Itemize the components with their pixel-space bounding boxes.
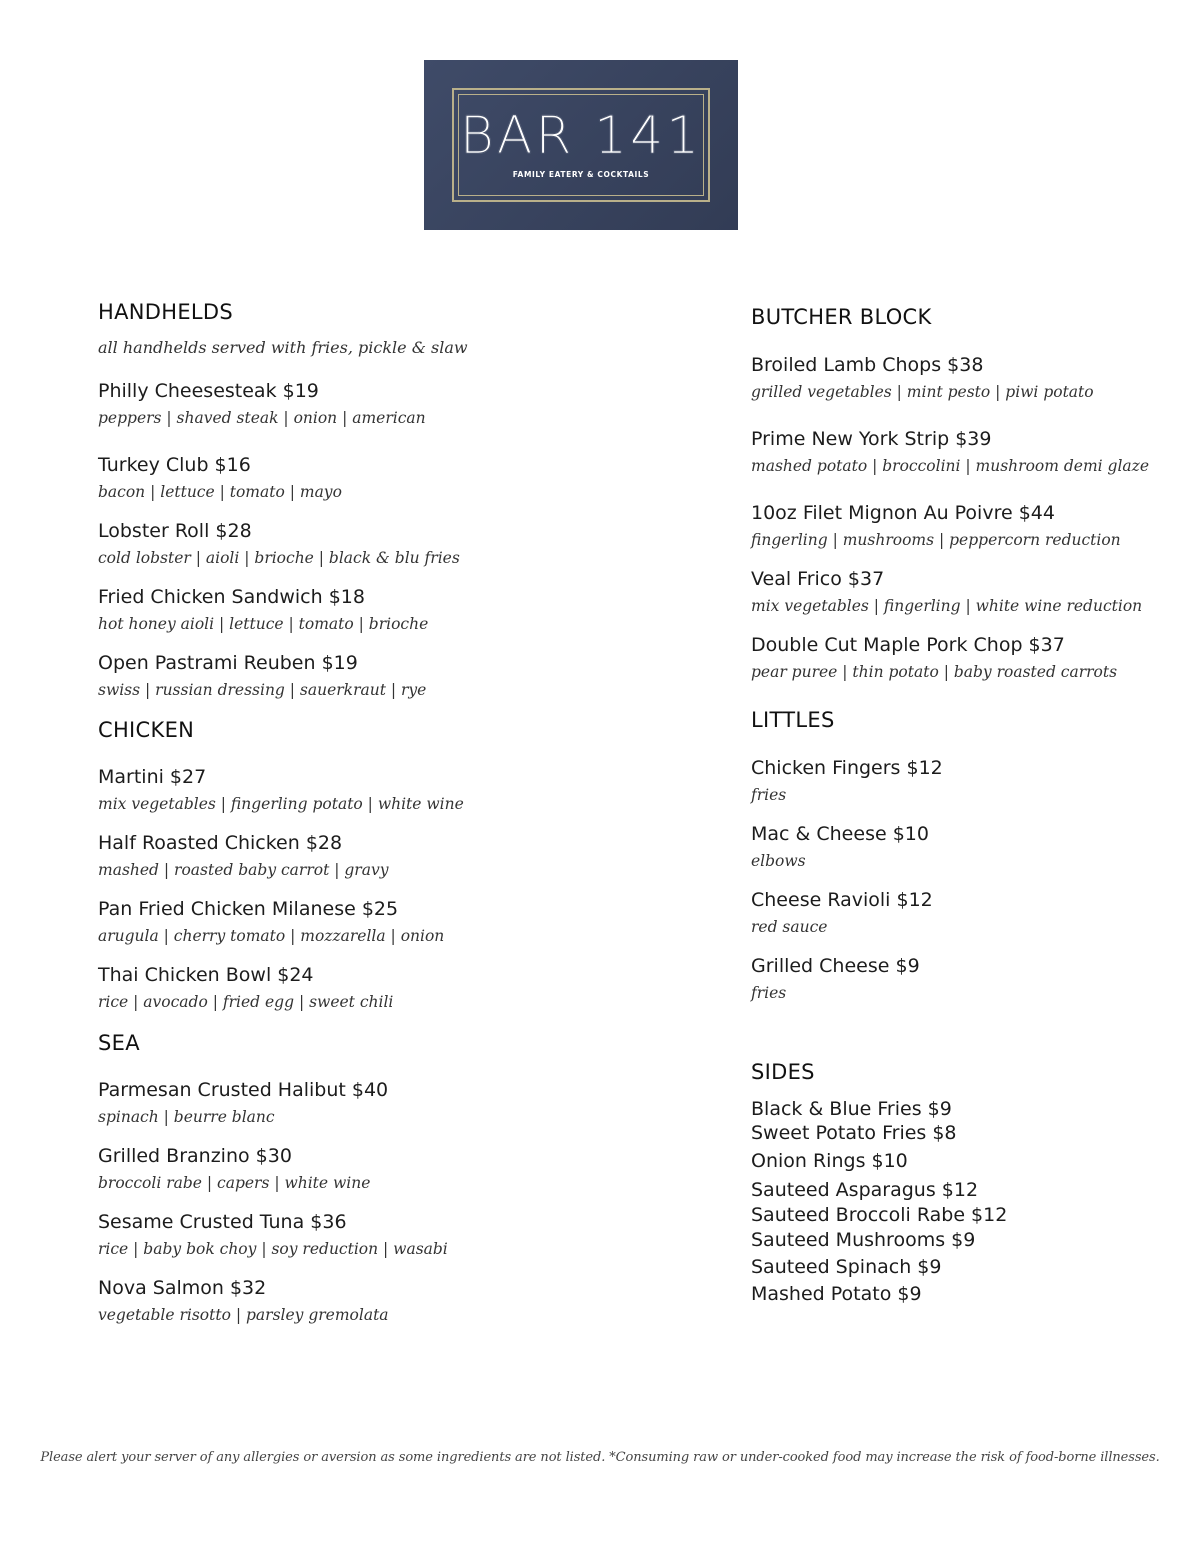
menu-item bbox=[98, 1277, 389, 1325]
item-name: Open Pastrami Reuben $19 bbox=[98, 652, 358, 674]
item-name: Half Roasted Chicken $28 bbox=[98, 832, 343, 854]
item-name: Mac & Cheese $10 bbox=[751, 823, 929, 845]
item-description: spinach | beurre blanc bbox=[98, 1108, 275, 1126]
item-description: peppers | shaved steak | onion | american bbox=[98, 409, 426, 427]
item-description: bacon | lettuce | tomato | mayo bbox=[98, 483, 342, 501]
restaurant-logo bbox=[424, 60, 738, 230]
item-description: elbows bbox=[751, 852, 806, 870]
item-description: hot honey aioli | lettuce | tomato | brioche bbox=[98, 615, 429, 633]
item-name: Parmesan Crusted Halibut $40 bbox=[98, 1079, 389, 1101]
item-name: Double Cut Maple Pork Chop $37 bbox=[751, 634, 1065, 656]
menu-item bbox=[751, 823, 929, 871]
section-title-butcher-block: BUTCHER BLOCK bbox=[751, 305, 932, 329]
section-title-littles: LITTLES bbox=[751, 708, 835, 732]
item-name: Philly Cheesesteak $19 bbox=[98, 380, 319, 402]
item-name: Cheese Ravioli $12 bbox=[751, 889, 933, 911]
menu-item bbox=[98, 1079, 388, 1127]
item-description: rice | baby bok choy | soy reduction | wasabi bbox=[98, 1240, 448, 1258]
item-description: fingerling | mushrooms | peppercorn reduction bbox=[751, 531, 1121, 549]
side-item: Sauteed Asparagus $12 bbox=[751, 1179, 979, 1201]
item-name: Grilled Branzino $30 bbox=[98, 1145, 292, 1167]
side-item: Sauteed Broccoli Rabe $12 bbox=[751, 1204, 1008, 1226]
item-name: 10oz Filet Mignon Au Poivre $44 bbox=[751, 502, 1055, 524]
menu-item bbox=[98, 1145, 370, 1193]
menu-item bbox=[98, 520, 460, 568]
menu-item bbox=[98, 766, 464, 814]
menu-item bbox=[98, 454, 342, 502]
handhelds-note: all handhelds served with fries, pickle & slaw bbox=[98, 338, 468, 357]
item-description: swiss | russian dressing | sauerkraut | rye bbox=[98, 681, 427, 699]
item-description: cold lobster | aioli | brioche | black & blu fries bbox=[98, 549, 460, 567]
item-description: red sauce bbox=[751, 918, 828, 936]
item-description: grilled vegetables | mint pesto | piwi potato bbox=[751, 383, 1094, 401]
side-item: Black & Blue Fries $9 bbox=[751, 1098, 952, 1120]
section-title-chicken: CHICKEN bbox=[98, 718, 195, 742]
side-item: Sweet Potato Fries $8 bbox=[751, 1122, 957, 1144]
item-name: Grilled Cheese $9 bbox=[751, 955, 920, 977]
menu-item bbox=[751, 502, 1121, 550]
item-description: vegetable risotto | parsley gremolata bbox=[98, 1306, 389, 1324]
logo-subtitle: FAMILY EATERY & COCKTAILS bbox=[512, 170, 650, 179]
item-name: Prime New York Strip $39 bbox=[751, 428, 992, 450]
item-name: Broiled Lamb Chops $38 bbox=[751, 354, 984, 376]
item-name: Martini $27 bbox=[98, 766, 207, 788]
item-description: mashed potato | broccolini | mushroom demi glaze bbox=[751, 457, 1149, 475]
item-name: Thai Chicken Bowl $24 bbox=[98, 964, 314, 986]
allergy-disclaimer: Please alert your server of any allergies or aversion as some ingredients are not listed. *Consuming raw or under-cooked food may increase the risk of food-borne illnesses. bbox=[40, 1450, 1160, 1465]
section-title-handhelds: HANDHELDS bbox=[98, 300, 233, 324]
item-description: broccoli rabe | capers | white wine bbox=[98, 1174, 371, 1192]
section-title-sea: SEA bbox=[98, 1031, 140, 1055]
menu-item bbox=[98, 652, 426, 700]
item-description: mashed | roasted baby carrot | gravy bbox=[98, 861, 389, 879]
logo-frame bbox=[452, 88, 710, 202]
menu-item bbox=[98, 1211, 448, 1259]
menu-item bbox=[751, 757, 943, 805]
logo-title: BAR 141 bbox=[459, 106, 703, 166]
menu-item bbox=[98, 586, 428, 634]
item-name: Chicken Fingers $12 bbox=[751, 757, 943, 779]
menu-item bbox=[98, 832, 388, 880]
item-description: arugula | cherry tomato | mozzarella | onion bbox=[98, 927, 445, 945]
item-name: Lobster Roll $28 bbox=[98, 520, 252, 542]
menu-item bbox=[751, 354, 1094, 402]
side-item: Sauteed Spinach $9 bbox=[751, 1256, 942, 1278]
menu-item bbox=[751, 955, 920, 1003]
item-name: Turkey Club $16 bbox=[98, 454, 251, 476]
menu-item bbox=[751, 889, 933, 937]
menu-item bbox=[751, 428, 1149, 476]
menu-item bbox=[98, 898, 444, 946]
item-name: Veal Frico $37 bbox=[751, 568, 885, 590]
side-item: Onion Rings $10 bbox=[751, 1150, 908, 1172]
menu-item bbox=[751, 634, 1117, 682]
side-item: Sauteed Mushrooms $9 bbox=[751, 1229, 976, 1251]
item-description: fries bbox=[751, 786, 787, 804]
menu-item bbox=[751, 568, 1142, 616]
item-name: Sesame Crusted Tuna $36 bbox=[98, 1211, 347, 1233]
item-name: Nova Salmon $32 bbox=[98, 1277, 267, 1299]
item-description: fries bbox=[751, 984, 787, 1002]
item-description: mix vegetables | fingerling potato | white wine bbox=[98, 795, 464, 813]
item-description: mix vegetables | fingerling | white wine reduction bbox=[751, 597, 1143, 615]
item-name: Fried Chicken Sandwich $18 bbox=[98, 586, 365, 608]
menu-item bbox=[98, 380, 426, 428]
item-description: rice | avocado | fried egg | sweet chili bbox=[98, 993, 394, 1011]
section-title-sides: SIDES bbox=[751, 1060, 815, 1084]
menu-item bbox=[98, 964, 393, 1012]
item-description: pear puree | thin potato | baby roasted carrots bbox=[751, 663, 1118, 681]
item-name: Pan Fried Chicken Milanese $25 bbox=[98, 898, 399, 920]
side-item: Mashed Potato $9 bbox=[751, 1283, 922, 1305]
